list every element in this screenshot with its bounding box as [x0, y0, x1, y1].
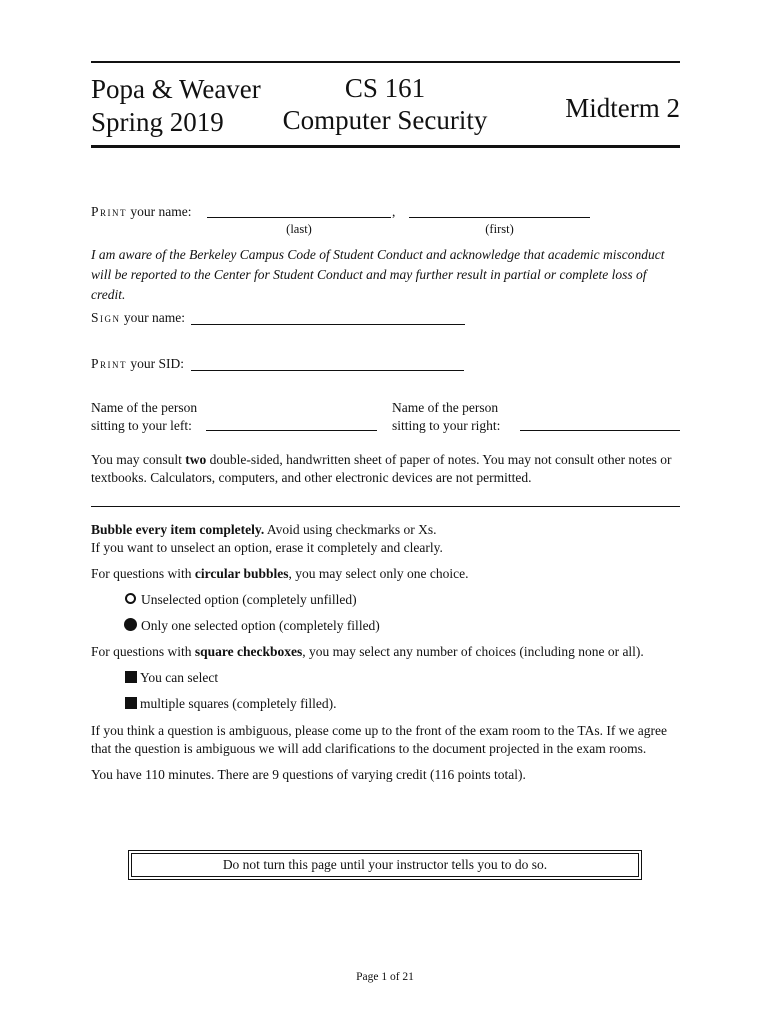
left-person-label-1: Name of the person — [91, 400, 198, 415]
circular-instruction — [91, 566, 469, 582]
circular-post: , you may select only one choice. — [288, 566, 469, 581]
notes-bold: two — [185, 452, 207, 467]
print-name-label-rest: your name: — [130, 204, 192, 219]
right-person-line[interactable] — [520, 430, 680, 431]
header-bottom-rule — [91, 145, 680, 148]
header-course-name: Computer Security — [282, 105, 488, 135]
square-bold: square checkboxes — [194, 644, 303, 659]
left-person-label-2: sitting to your left: — [91, 418, 192, 433]
square-post: , you may select any number of choices (including none or all). — [302, 644, 644, 659]
notes-part1: You may consult — [91, 452, 186, 467]
conduct-statement: I am aware of the Berkeley Campus Code of Student Conduct and acknowledge that academic misconduct will be reported to the Center for Student Conduct and may further result in partial or complete loss of credit. — [91, 247, 665, 302]
unselect-instruction: If you want to unselect an option, erase it completely and clearly. — [91, 540, 443, 555]
circular-pre: For questions with — [91, 566, 195, 581]
last-name-caption: (last) — [286, 222, 312, 236]
bubble-instruction — [91, 522, 436, 538]
bubble-rest: Avoid using checkmarks or Xs. — [264, 522, 437, 537]
selected-bubble-icon — [124, 618, 137, 631]
square-pre: For questions with — [91, 644, 195, 659]
header-course-number: CS 161 — [344, 73, 426, 103]
circular-bold: circular bubbles — [194, 566, 289, 581]
header-authors: Popa & Weaver — [91, 74, 261, 104]
print-sid-label — [91, 356, 184, 372]
header-exam: Midterm 2 — [565, 93, 680, 123]
sid-line[interactable] — [191, 370, 464, 371]
notes-part2: double-sided, handwritten sheet of paper of notes. You may not consult other notes or textbooks. Calculators, computers, and other electronic devices are not permitted. — [91, 452, 672, 485]
notice-text: Do not turn this page until your instructor tells you to do so. — [222, 857, 548, 872]
ambiguous-paragraph: If you think a question is ambiguous, please come up to the front of the exam room to the TAs. If we agree that the question is ambiguous we will add clarifications to the document projected in the exam rooms. — [91, 723, 668, 756]
signature-line[interactable] — [191, 324, 465, 325]
unselected-bubble-icon — [125, 593, 136, 604]
square-item-1: You can select — [140, 670, 219, 685]
right-person-label-2: sitting to your right: — [392, 418, 501, 433]
filled-square-icon — [125, 697, 137, 709]
sign-name-label-sc: Sign — [91, 310, 121, 325]
section-divider — [91, 506, 680, 507]
filled-square-icon — [125, 671, 137, 683]
right-person-label-1: Name of the person — [392, 400, 499, 415]
print-name-label-sc: Print — [91, 204, 128, 219]
first-name-caption: (first) — [485, 222, 514, 236]
header-top-rule — [91, 61, 680, 63]
sign-name-label — [91, 310, 185, 326]
print-sid-label-rest: your SID: — [130, 356, 185, 371]
unselected-option-text: Unselected option (completely unfilled) — [141, 592, 357, 607]
last-name-line[interactable] — [207, 217, 391, 218]
square-instruction — [91, 644, 644, 660]
header-term: Spring 2019 — [91, 107, 224, 137]
print-sid-label-sc: Print — [91, 356, 128, 371]
notice-box — [128, 850, 642, 880]
first-name-line[interactable] — [409, 217, 590, 218]
bubble-bold: Bubble every item completely. — [91, 522, 265, 537]
left-person-line[interactable] — [206, 430, 377, 431]
name-comma: , — [392, 204, 396, 219]
page-number: Page 1 of 21 — [356, 971, 414, 983]
notice-box-inner — [131, 853, 639, 877]
time-statement: You have 110 minutes. There are 9 questions of varying credit (116 points total). — [91, 767, 526, 782]
sign-name-label-rest: your name: — [123, 310, 185, 325]
square-item-2: multiple squares (completely filled). — [140, 696, 337, 711]
print-name-label — [91, 204, 192, 220]
notes-paragraph — [91, 451, 683, 487]
selected-option-text: Only one selected option (completely filled) — [141, 618, 380, 633]
